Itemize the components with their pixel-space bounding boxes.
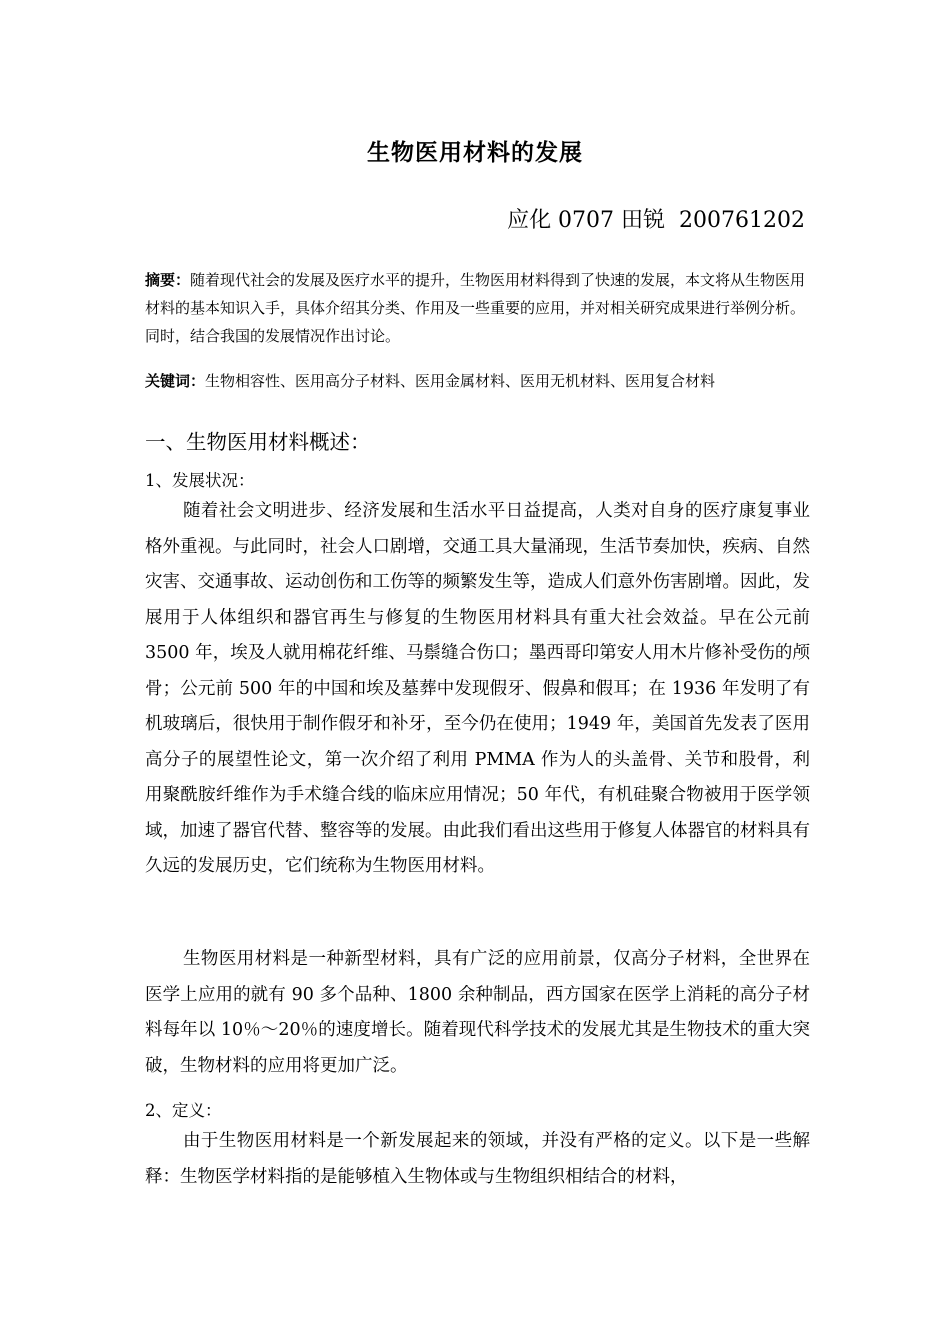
subsection-heading-development: 1、发展状况：	[145, 471, 255, 490]
keywords-label: 关键词：	[145, 372, 206, 390]
paragraph-definition: 由于生物医用材料是一个新发展起来的领域，并没有严格的定义。以下是一些解释：生物医学材料指的是能够植入生物体或与生物组织相结合的材料，	[145, 1131, 810, 1187]
abstract	[145, 266, 810, 350]
subsection-heading-definition: 2、定义：	[145, 1101, 222, 1120]
author-line: 应化 0707 田锐 200761202	[507, 208, 805, 233]
paragraph-history: 随着社会文明进步、经济发展和生活水平日益提高，人类对自身的医疗康复事业格外重视。与此同时，社会人口剧增，交通工具大量涌现，生活节奏加快，疾病、自然灾害、交通事故、运动创伤和工伤等的频繁发生等，造成人们意外伤害剧增。因此，发展用于人体组织和器官再生与修复的生物医用材料具有重大社会效益。早在公元前 3500 年，埃及人就用棉花纤维、马鬃缝合伤口；墨西哥印第安人用木片修补受伤的颅骨；公元前 500 年的中国和埃及墓葬中发现假牙、假鼻和假耳；在 1936 年发明了有机玻璃后，很快用于制作假牙和补牙，至今仍在使用；1949 年，美国首先发表了医用高分子的展望性论文，第一次介绍了利用 PMMA 作为人的头盖骨、关节和股骨，利用聚酰胺纤维作为手术缝合线的临床应用情况；50 年代，有机硅聚合物被用于医学领域，加速了器官代替、整容等的发展。由此我们看出这些用于修复人体器官的材料具有久远的发展历史，它们统称为生物医用材料。	[145, 501, 810, 876]
abstract-text: 随着现代社会的发展及医疗水平的提升，生物医用材料得到了快速的发展，本文将从生物医用材料的基本知识入手，具体介绍其分类、作用及一些重要的应用，并对相关研究成果进行举例分析。同时，结合我国的发展情况作出讨论。	[145, 271, 806, 345]
document-title: 生物医用材料的发展	[367, 140, 583, 166]
abstract-label: 摘要：	[145, 271, 191, 289]
section-heading: 一、生物医用材料概述：	[145, 430, 371, 454]
keywords-text: 生物相容性、医用高分子材料、医用金属材料、医用无机材料、医用复合材料	[205, 372, 716, 390]
keywords	[145, 367, 810, 395]
paragraph-prospects: 生物医用材料是一种新型材料，具有广泛的应用前景，仅高分子材料，全世界在医学上应用的就有 90 多个品种、1800 余种制品，西方国家在医学上消耗的高分子材料每年以 10％～20％的速度增长。随着现代科学技术的发展尤其是生物技术的重大突破，生物材料的应用将更加广泛。	[145, 949, 810, 1076]
